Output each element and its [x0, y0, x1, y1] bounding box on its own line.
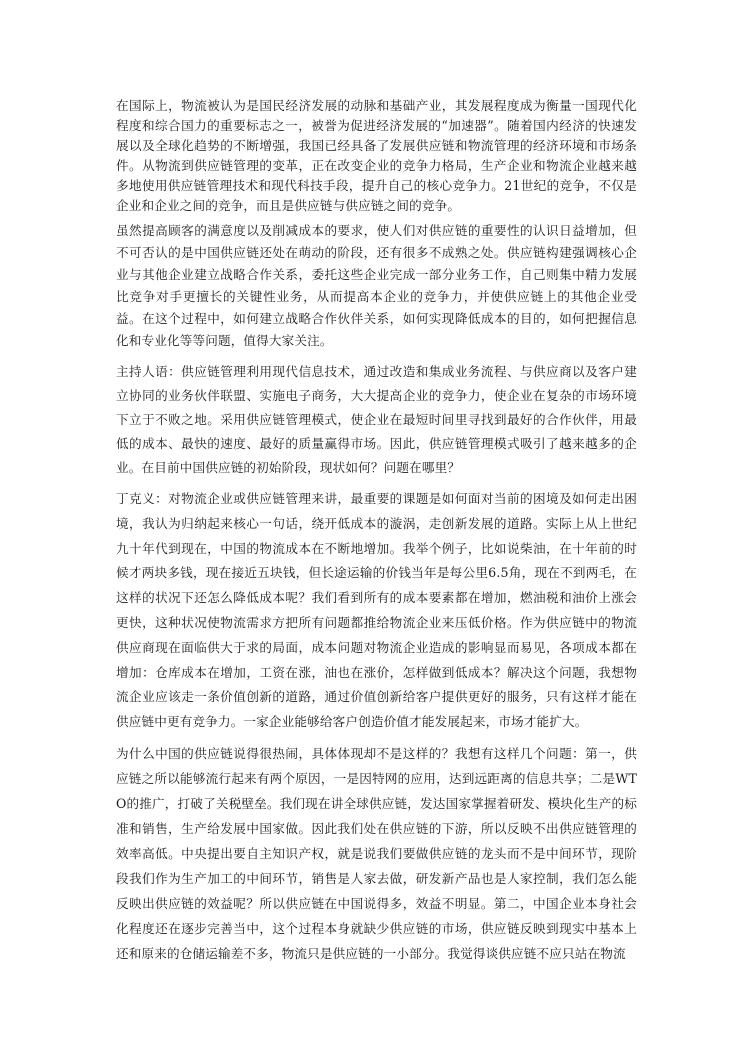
document-body	[116, 96, 637, 966]
paragraph-supply-chain-problems: 为什么中国的供应链说得很热闹，具体体现却不是这样的？我想有这样几个问题：第一，供应链之所以能够流行起来有两个原因，一是因特网的应用，达到远距离的信息共享；二是WTO的推广，打破了关税壁垒。我们现在讲全球供应链，发达国家掌握着研发、模块化生产的标准和销售，生产给发展中国家做。因此我们处在供应链的下游，所以反映不出供应链管理的效率高低。中央提出要自主知识产权，就是说我们要做供应链的龙头而不是中间环节，现阶段我们作为生产加工的中间环节，销售是人家去做，研发新产品也是人家控制，我们怎么能反映出供应链的效益呢？所以供应链在中国说得多，效益不明显。第二，中国企业本身社会化程度还在逐步完善当中，这个过程本身就缺少供应链的市场，供应链反映到现实中基本上还和原来的仓储运输差不多，物流只是供应链的一小部分。我觉得谈供应链不应只站在物流	[116, 745, 637, 961]
paragraph-ding-keyi: 丁克义：对物流企业或供应链管理来讲，最重要的课题是如何面对当前的困境及如何走出困境，我认为归纳起来核心一句话，绕开低成本的漩涡，走创新发展的道路。实际上从上世纪九十年代到现在，中国的物流成本在不断地增加。我举个例子，比如说柴油，在十年前的时候才两块多钱，现在接近五块钱，但长途运输的价钱当年是每公里6.5角，现在不到两毛，在这样的状况下还怎么降低成本呢？我们看到所有的成本要素都在增加，燃油税和油价上涨会更快，这种状况使物流需求方把所有问题都推给物流企业来压低价格。作为供应链中的物流供应商现在面临供大于求的局面，成本问题对物流企业造成的影响显而易见，各项成本都在增加：仓库成本在增加，工资在涨，油也在涨价，怎样做到低成本？解决这个问题，我想物流企业应该走一条价值创新的道路，通过价值创新给客户提供更好的服务，只有这样才能在供应链中更有竞争力。一家企业能够给客户创造价值才能发展起来，市场才能扩大。	[116, 491, 637, 730]
paragraph-intro: 在国际上，物流被认为是国民经济发展的动脉和基础产业，其发展程度成为衡量一国现代化程度和综合国力的重要标志之一，被誉为促进经济发展的“加速器”。随着国内经济的快速发展以及全球化趋势的不断增强，我国已经具备了发展供应链和物流管理的经济环境和市场条件。从物流到供应链管理的变革，正在改变企业的竞争力格局，生产企业和物流企业越来越多地使用供应链管理技术和现代科技手段，提升自己的核心竞争力。21世纪的竞争，不仅是企业和企业之间的竞争，而且是供应链与供应链之间的竞争。	[116, 98, 637, 213]
paragraph-host-remarks: 主持人语：供应链管理利用现代信息技术，通过改造和集成业务流程、与供应商以及客户建立协同的业务伙伴联盟、实施电子商务，大大提高企业的竞争力，使企业在复杂的市场环境下立于不败之地。采用供应链管理模式，使企业在最短时间里寻找到最好的合作伙伴，用最低的成本、最快的速度、最好的质量赢得市场。因此，供应链管理模式吸引了越来越多的企业。在目前中国供应链的初始阶段，现状如何？问题在哪里？	[116, 364, 637, 475]
paragraph-supply-chain-status: 虽然提高顾客的满意度以及削减成本的要求，使人们对供应链的重要性的认识日益增加，但不可否认的是中国供应链还处在萌动的阶段，还有很多不成熟之处。供应链构建强调核心企业与其他企业建立战略合作关系，委托这些企业完成一部分业务工作，自己则集中精力发展比竞争对手更擅长的关键性业务，从而提高本企业的竞争力，并使供应链上的其他企业受益。在这个过程中，如何建立战略合作伙伴关系，如何实现降低成本的目的，如何把握信息化和专业化等等问题，值得大家关注。	[116, 223, 637, 348]
